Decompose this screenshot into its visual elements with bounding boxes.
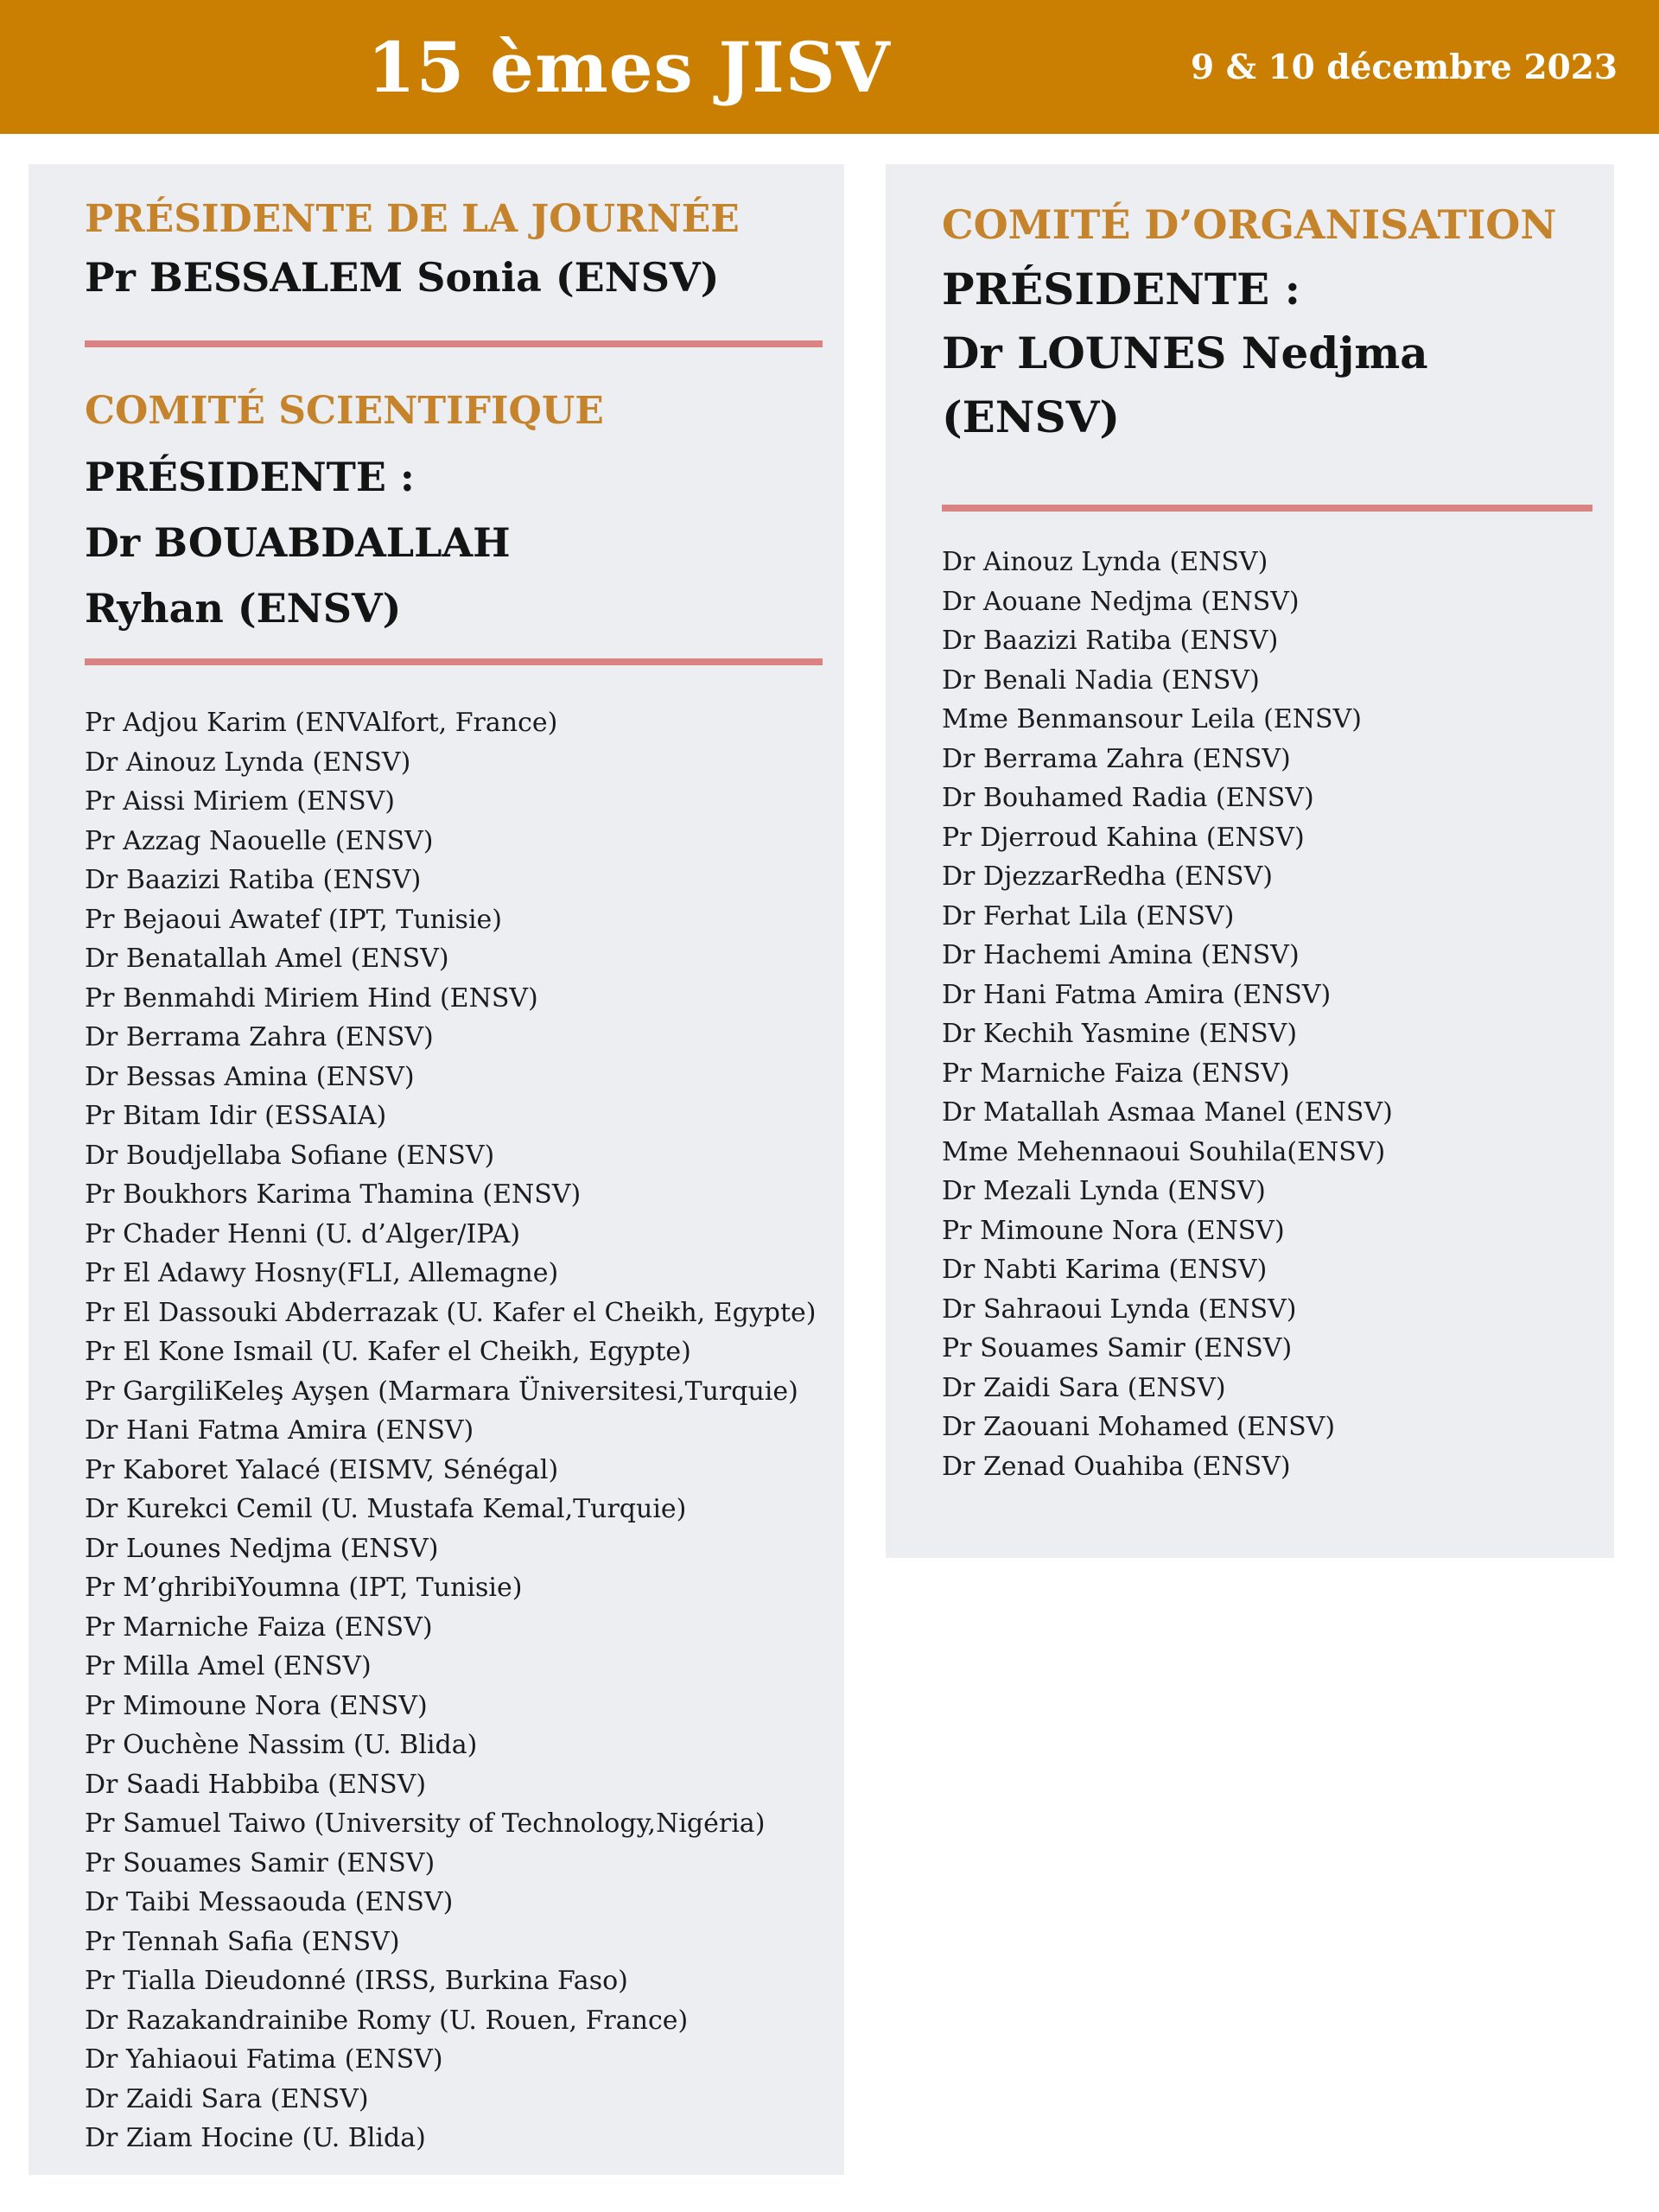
member-item: Dr Aouane Nedjma (ENSV)	[942, 586, 1300, 617]
scientific-committee-heading: COMITÉ SCIENTIFIQUE	[85, 389, 604, 433]
event-date: 9 & 10 décembre 2023	[1190, 47, 1618, 87]
member-item: Pr Azzag Naouelle (ENSV)	[85, 825, 434, 856]
section-divider	[942, 505, 1592, 512]
member-item: Dr Lounes Nedjma (ENSV)	[85, 1533, 439, 1564]
member-item: Dr Berrama Zahra (ENSV)	[942, 743, 1291, 774]
member-item: Dr Saadi Habbiba (ENSV)	[85, 1769, 427, 1800]
member-item: Pr El Dassouki Abderrazak (U. Kafer el Cheikh, Egypte)	[85, 1297, 817, 1328]
member-item: Dr Boudjellaba Sofiane (ENSV)	[85, 1140, 495, 1171]
member-item: Pr Milla Amel (ENSV)	[85, 1651, 372, 1681]
member-item: Dr Hachemi Amina (ENSV)	[942, 940, 1300, 970]
member-item: Pr GargiliKeleş Ayşen (Marmara Üniversitesi,Turquie)	[85, 1376, 798, 1407]
member-item: Dr Hani Fatma Amira (ENSV)	[942, 979, 1332, 1010]
member-item: Dr Ziam Hocine (U. Blida)	[85, 2123, 426, 2153]
section-divider	[85, 658, 823, 665]
member-item: Dr Razakandrainibe Romy (U. Rouen, France)	[85, 2005, 689, 2036]
member-item: Dr Benali Nadia (ENSV)	[942, 664, 1260, 696]
member-item: Dr Ferhat Lila (ENSV)	[942, 900, 1235, 931]
organisation-committee-panel	[886, 164, 1614, 1558]
member-item: Pr Samuel Taiwo (University of Technology,Nigéria)	[85, 1808, 766, 1839]
member-item: Pr El Kone Ismail (U. Kafer el Cheikh, Egypte)	[85, 1337, 691, 1367]
president-label: PRÉSIDENTE :	[942, 264, 1301, 315]
scientific-committee-list	[85, 703, 823, 2158]
member-item: Dr Zaouani Mohamed (ENSV)	[942, 1412, 1336, 1442]
member-item: Pr El Adawy Hosny(FLI, Allemagne)	[85, 1258, 559, 1288]
member-item: Dr Nabti Karima (ENSV)	[942, 1255, 1268, 1285]
day-president-heading: PRÉSIDENTE DE LA JOURNÉE	[85, 197, 740, 241]
member-item: Pr Marniche Faiza (ENSV)	[85, 1611, 433, 1643]
member-item: Mme Benmansour Leila (ENSV)	[942, 704, 1362, 734]
member-item: Dr DjezzarRedha (ENSV)	[942, 861, 1273, 892]
scientific-president-name: Dr BOUABDALLAH Ryhan (ENSV)	[85, 519, 511, 632]
member-item: Dr Kurekci Cemil (U. Mustafa Kemal,Turquie)	[85, 1494, 687, 1524]
member-item: Pr Souames Samir (ENSV)	[85, 1847, 435, 1878]
section-divider	[85, 340, 823, 347]
member-item: Dr Bouhamed Radia (ENSV)	[942, 783, 1314, 813]
president-label: PRÉSIDENTE :	[85, 454, 415, 500]
member-item: Dr Hani Fatma Amira (ENSV)	[85, 1415, 474, 1446]
member-item: Dr Ainouz Lynda (ENSV)	[942, 547, 1268, 577]
member-item: Dr Mezali Lynda (ENSV)	[942, 1176, 1266, 1206]
member-item: Pr M’ghribiYoumna (IPT, Tunisie)	[85, 1573, 523, 1603]
member-item: Pr Benmahdi Miriem Hind (ENSV)	[85, 982, 538, 1014]
page-title: 15 èmes JISV	[367, 26, 891, 108]
member-item: Pr Marniche Faiza (ENSV)	[942, 1058, 1290, 1089]
member-item: Dr Sahraoui Lynda (ENSV)	[942, 1294, 1297, 1325]
member-item: Dr Baazizi Ratiba (ENSV)	[942, 626, 1279, 656]
member-item: Dr Bessas Amina (ENSV)	[85, 1061, 415, 1092]
member-item: Pr Aissi Miriem (ENSV)	[85, 786, 396, 817]
member-item: Pr Chader Henni (U. d’Alger/IPA)	[85, 1218, 521, 1249]
organisation-president-name: Dr LOUNES Nedjma (ENSV)	[942, 327, 1428, 442]
member-item: Pr Djerroud Kahina (ENSV)	[942, 822, 1305, 853]
member-item: Mme Mehennaoui Souhila(ENSV)	[942, 1136, 1386, 1167]
member-item: Pr Kaboret Yalacé (EISMV, Sénégal)	[85, 1454, 559, 1485]
member-item: Pr Mimoune Nora (ENSV)	[85, 1690, 428, 1721]
member-item: Dr Zaidi Sara (ENSV)	[85, 2083, 369, 2114]
header-banner	[0, 0, 1659, 134]
member-item: Pr Bejaoui Awatef (IPT, Tunisie)	[85, 904, 503, 935]
organisation-committee-heading: COMITÉ D’ORGANISATION	[942, 201, 1557, 248]
member-item: Pr Bitam Idir (ESSAIA)	[85, 1101, 387, 1131]
scientific-president-block	[85, 444, 823, 641]
member-item: Dr Benatallah Amel (ENSV)	[85, 944, 449, 974]
member-item: Pr Boukhors Karima Thamina (ENSV)	[85, 1179, 582, 1210]
member-item: Dr Baazizi Ratiba (ENSV)	[85, 865, 422, 895]
organisation-president-block	[942, 257, 1592, 449]
organisation-committee-list	[942, 543, 1592, 1486]
member-item: Pr Mimoune Nora (ENSV)	[942, 1215, 1285, 1246]
member-item: Dr Ainouz Lynda (ENSV)	[85, 747, 411, 778]
member-item: Dr Zaidi Sara (ENSV)	[942, 1372, 1226, 1403]
member-item: Pr Tennah Safia (ENSV)	[85, 1926, 400, 1957]
member-item: Pr Tialla Dieudonné (IRSS, Burkina Faso)	[85, 1966, 628, 1996]
member-item: Dr Matallah Asmaa Manel (ENSV)	[942, 1097, 1393, 1128]
member-item: Dr Kechih Yasmine (ENSV)	[942, 1019, 1298, 1049]
member-item: Pr Ouchène Nassim (U. Blida)	[85, 1730, 478, 1760]
member-item: Dr Zenad Ouahiba (ENSV)	[942, 1451, 1291, 1482]
member-item: Dr Berrama Zahra (ENSV)	[85, 1022, 434, 1052]
member-item: Dr Yahiaoui Fatima (ENSV)	[85, 2044, 443, 2075]
member-item: Dr Taibi Messaouda (ENSV)	[85, 1887, 454, 1917]
member-item: Pr Souames Samir (ENSV)	[942, 1333, 1293, 1363]
member-item: Pr Adjou Karim (ENVAlfort, France)	[85, 708, 558, 738]
day-president-name: Pr BESSALEM Sonia (ENSV)	[85, 254, 720, 301]
scientific-committee-panel	[29, 164, 844, 2175]
